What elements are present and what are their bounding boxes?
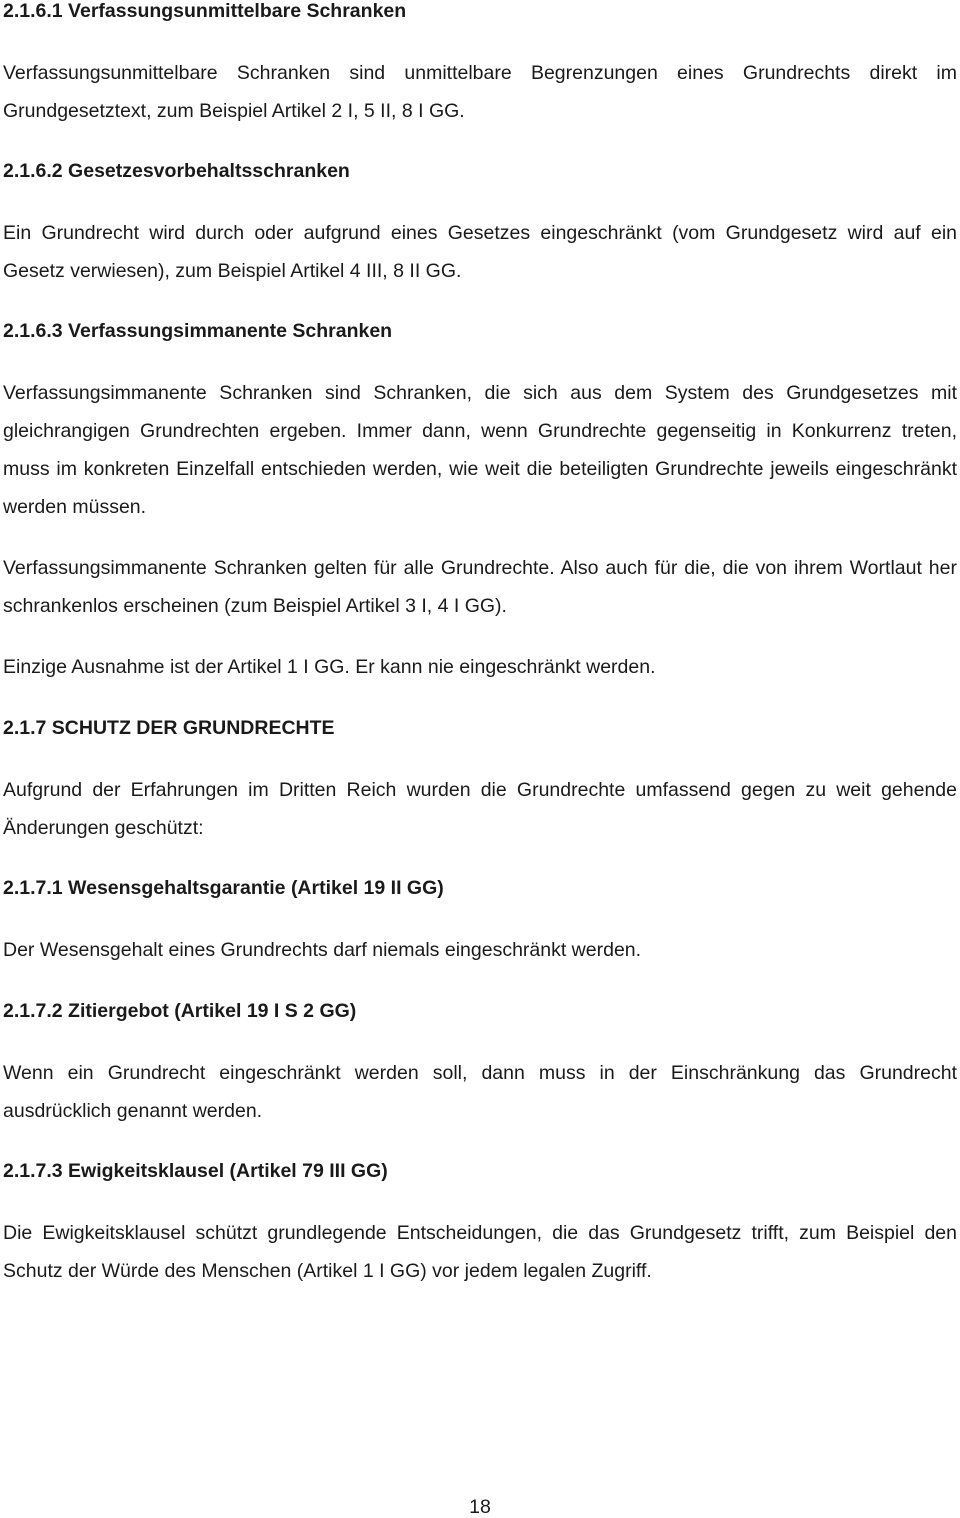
paragraph-2-1-7-1: Der Wesensgehalt eines Grundrechts darf niemals eingeschränkt werden. bbox=[3, 939, 642, 961]
heading-2-1-7-1: 2.1.7.1 Wesensgehaltsgarantie (Artikel 19 II GG) bbox=[3, 877, 444, 899]
paragraph-2-1-7-3: Die Ewigkeitsklausel schützt grundlegende Entscheidungen, die das Grundgesetz trifft, zum Beispiel den Schutz der Würde des Menschen (Artikel 1 I GG) vor jedem legalen Zugriff. bbox=[3, 1222, 957, 1282]
paragraph-2-1-7: Aufgrund der Erfahrungen im Dritten Reich wurden die Grundrechte umfassend gegen zu weit gehende Änderungen geschützt: bbox=[3, 779, 957, 839]
heading-2-1-6-2: 2.1.6.2 Gesetzesvorbehaltsschranken bbox=[3, 160, 350, 182]
heading-2-1-7-3: 2.1.7.3 Ewigkeitsklausel (Artikel 79 III GG) bbox=[3, 1160, 388, 1182]
paragraph-2-1-6-1: Verfassungsunmittelbare Schranken sind unmittelbare Begrenzungen eines Grundrechts direkt im Grundgesetztext, zum Beispiel Artikel 2 I, 5 II, 8 I GG. bbox=[3, 62, 957, 122]
paragraph-2-1-6-2: Ein Grundrecht wird durch oder aufgrund eines Gesetzes eingeschränkt (vom Grundgesetz wird auf ein Gesetz verwiesen), zum Beispiel Artikel 4 III, 8 II GG. bbox=[3, 222, 957, 282]
heading-2-1-7-2: 2.1.7.2 Zitiergebot (Artikel 19 I S 2 GG) bbox=[3, 1000, 357, 1022]
paragraph-2-1-7-2: Wenn ein Grundrecht eingeschränkt werden soll, dann muss in der Einschränkung das Grundrecht ausdrücklich genannt werden. bbox=[3, 1062, 957, 1122]
page-number: 18 bbox=[469, 1496, 491, 1518]
paragraph-2-1-6-3-b: Verfassungsimmanente Schranken gelten für alle Grundrechte. Also auch für die, die von ihrem Wortlaut her schrankenlos erscheinen (zum Beispiel Artikel 3 I, 4 I GG). bbox=[3, 557, 957, 617]
heading-2-1-7: 2.1.7 SCHUTZ DER GRUNDRECHTE bbox=[3, 717, 335, 739]
paragraph-2-1-6-3-c: Einzige Ausnahme ist der Artikel 1 I GG. Er kann nie eingeschränkt werden. bbox=[3, 656, 656, 678]
heading-2-1-6-3: 2.1.6.3 Verfassungsimmanente Schranken bbox=[3, 320, 393, 342]
paragraph-2-1-6-3-a: Verfassungsimmanente Schranken sind Schranken, die sich aus dem System des Grundgesetzes mit gleichrangigen Grundrechten ergeben. Immer dann, wenn Grundrechte gegenseitig in Konkurrenz treten, muss im konkreten Einzelfall entschieden werden, wie weit die beteiligten Grundrechte jeweils eingeschränkt werden müssen. bbox=[3, 382, 957, 518]
heading-2-1-6-1: 2.1.6.1 Verfassungsunmittelbare Schranken bbox=[3, 0, 407, 22]
